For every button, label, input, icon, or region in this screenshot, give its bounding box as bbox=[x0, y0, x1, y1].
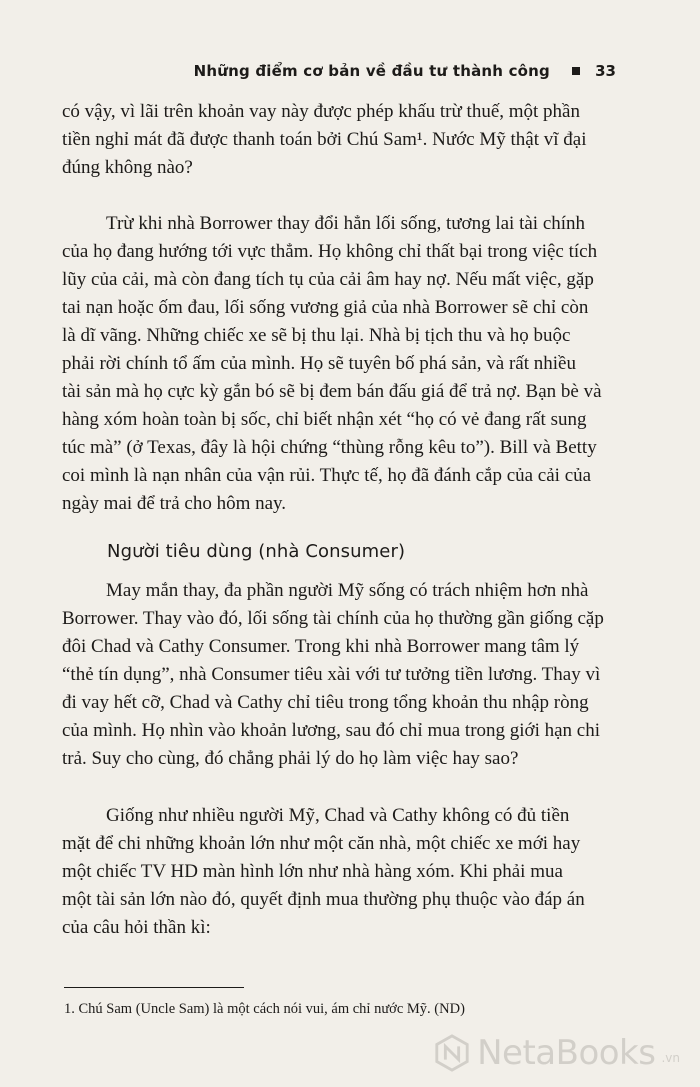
page-number: 33 bbox=[595, 62, 616, 80]
text-line: Giống như nhiều người Mỹ, Chad và Cathy không có đủ tiền bbox=[106, 805, 570, 826]
text-line: của mình. Họ nhìn vào khoản lương, sau đó chỉ mua trong giới hạn chi bbox=[62, 720, 601, 741]
text-line: May mắn thay, đa phần người Mỹ sống có trách nhiệm hơn nhà bbox=[106, 580, 589, 601]
text-line: coi mình là nạn nhân của vận rủi. Thực tế, họ đã đánh cắp của cải của bbox=[62, 465, 592, 486]
text-line: là dĩ vãng. Những chiếc xe sẽ bị thu lại. Nhà bị tịch thu và họ buộc bbox=[62, 325, 571, 346]
text-line: túc mà” (ở Texas, đây là hội chứng “thùng rỗng kêu to”). Bill và Betty bbox=[62, 437, 597, 458]
text-line: hàng xóm hoàn toàn bị sốc, chỉ biết nhận xét “họ có vẻ đang rất sung bbox=[62, 409, 587, 430]
text-line: đi vay hết cỡ, Chad và Cathy chỉ tiêu trong tổng khoản thu nhập ròng bbox=[62, 692, 589, 713]
text-line: trả. Suy cho cùng, đó chẳng phải lý do họ làm việc hay sao? bbox=[62, 748, 519, 769]
paragraph-3 bbox=[62, 577, 622, 773]
brand-logo-icon bbox=[433, 1034, 471, 1072]
text-line: “thẻ tín dụng”, nhà Consumer tiêu xài với tư tưởng tiền lương. Thay vì bbox=[62, 664, 601, 685]
text-line: đúng không nào? bbox=[62, 157, 193, 178]
header-square-bullet bbox=[572, 67, 580, 75]
text-line: mặt để chi những khoản lớn như một căn nhà, một chiếc xe mới hay bbox=[62, 833, 581, 854]
text-line: đôi Chad và Cathy Consumer. Trong khi nhà Borrower mang tâm lý bbox=[62, 636, 580, 657]
text-line: một chiếc TV HD màn hình lớn như nhà hàng xóm. Khi phải mua bbox=[62, 861, 563, 882]
text-line: Borrower. Thay vào đó, lối sống tài chính của họ thường gần giống cặp bbox=[62, 608, 604, 629]
text-line: tai nạn hoặc ốm đau, lối sống vương giả của nhà Borrower sẽ chỉ còn bbox=[62, 297, 589, 318]
text-line: có vậy, vì lãi trên khoản vay này được phép khấu trừ thuế, một phần bbox=[62, 101, 580, 122]
running-title: Những điểm cơ bản về đầu tư thành công bbox=[193, 62, 550, 80]
footnote: 1. Chú Sam (Uncle Sam) là một cách nói vui, ám chỉ nước Mỹ. (ND) bbox=[64, 1001, 465, 1017]
paragraph-4 bbox=[62, 802, 622, 942]
paragraph-2 bbox=[62, 210, 622, 518]
text-line: một tài sản lớn nào đó, quyết định mua thường phụ thuộc vào đáp án bbox=[62, 889, 585, 910]
text-line: lũy của cải, mà còn đang tích tụ của cải âm hay nợ. Nếu mất việc, gặp bbox=[62, 269, 594, 290]
text-line: của họ đang hướng tới vực thẳm. Họ không chỉ thất bại trong việc tích bbox=[62, 241, 598, 262]
footnote-divider bbox=[64, 987, 244, 988]
section-heading: Người tiêu dùng (nhà Consumer) bbox=[107, 541, 406, 562]
text-line: tài sản mà họ cực kỳ gắn bó sẽ bị đem bán đấu giá để trả nợ. Bạn bè và bbox=[62, 381, 602, 402]
paragraph-1 bbox=[62, 98, 622, 182]
text-line: tiền nghỉ mát đã được thanh toán bởi Chú Sam¹. Nước Mỹ thật vĩ đại bbox=[62, 129, 587, 150]
text-line: ngày mai để trả cho hôm nay. bbox=[62, 493, 287, 514]
text-line: phải rời chính tổ ấm của mình. Họ sẽ tuyên bố phá sản, và rất nhiều bbox=[62, 353, 576, 374]
text-line: Trừ khi nhà Borrower thay đổi hẳn lối sống, tương lai tài chính bbox=[106, 213, 586, 234]
watermark bbox=[433, 1033, 680, 1073]
watermark-brand: NetaBooks bbox=[477, 1033, 656, 1073]
watermark-suffix: .vn bbox=[661, 1051, 680, 1065]
text-line: của câu hỏi thần kì: bbox=[62, 917, 211, 938]
